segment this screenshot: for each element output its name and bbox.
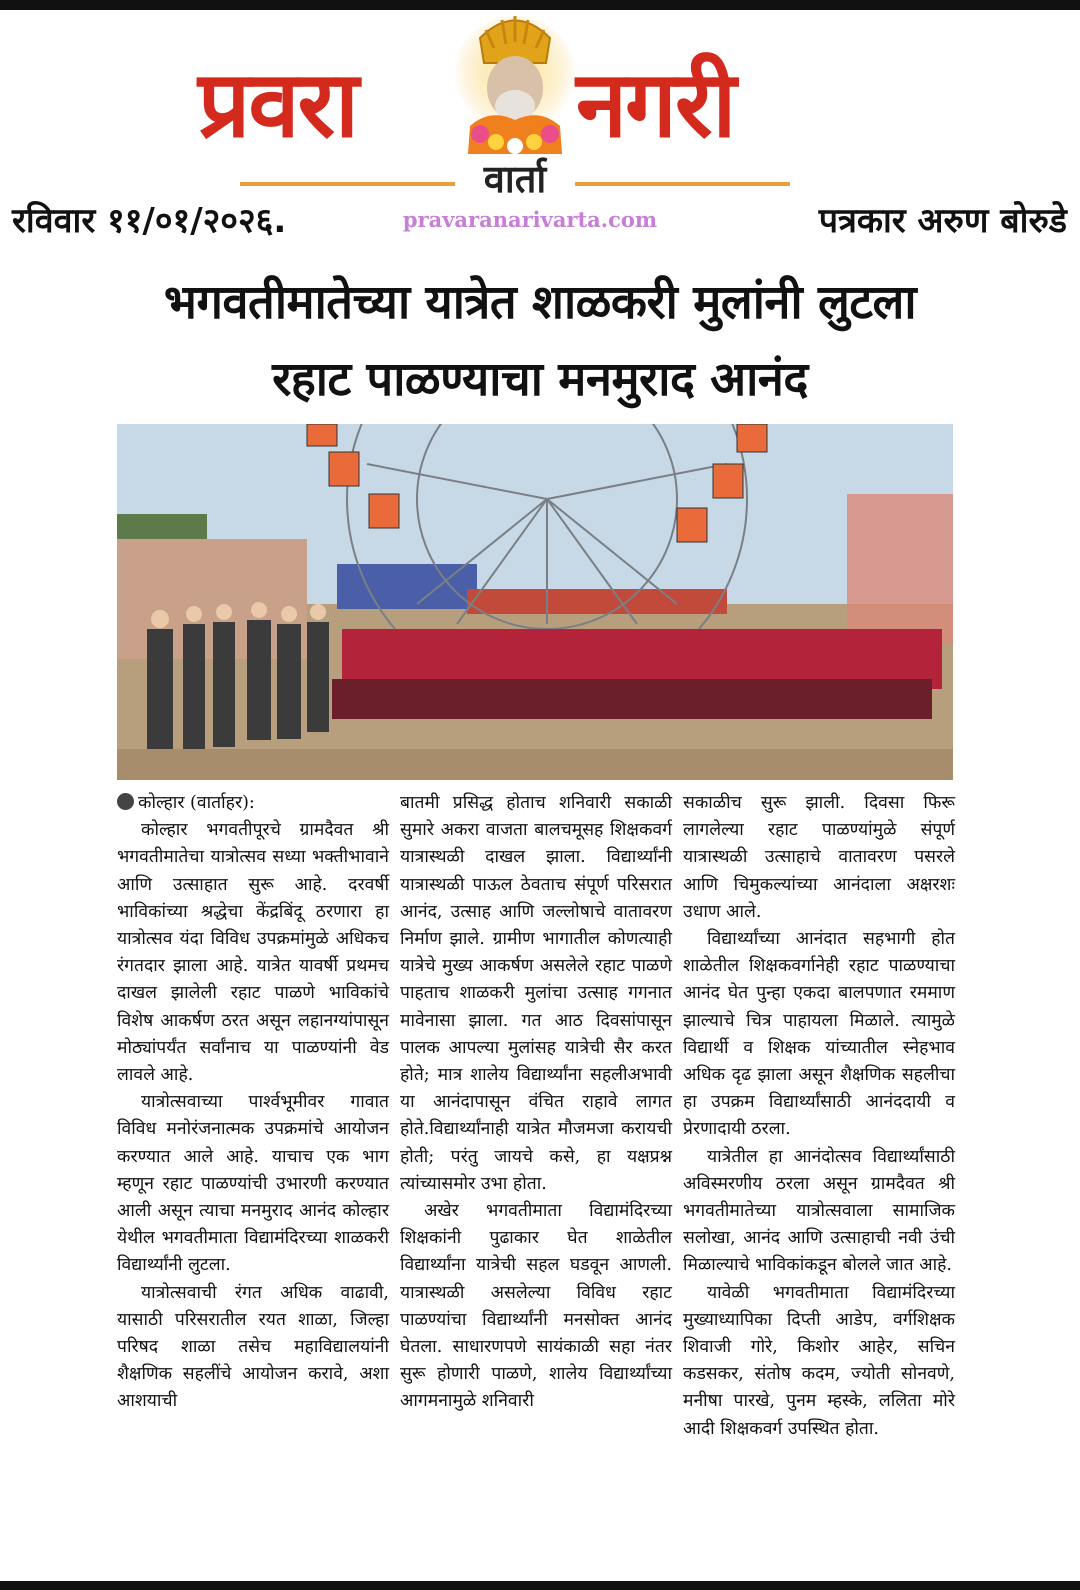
bullet-icon xyxy=(117,793,134,810)
masthead-title-right: नगरी xyxy=(576,51,735,158)
article-paragraph: सकाळीच सुरू झाली. दिवसा फिरू लागलेल्या रहाट पाळण्यांमुळे संपूर्ण यात्रास्थळी उत्साहाचे वातावरण पसरले आणि चिमुकल्यांच्या आनंदाला अक्षरशः उधाण आले. xyxy=(683,793,955,922)
website-link[interactable]: pravaranarivarta.com xyxy=(402,207,658,232)
fairground-group-photo xyxy=(117,424,953,780)
article-column-2 xyxy=(400,790,672,1580)
reporter-byline: पत्रकार अरुण बोरुडे xyxy=(818,201,1067,241)
masthead-title-left: प्रवरा xyxy=(198,51,357,158)
article-paragraph: यावेळी भगवतीमाता विद्यामंदिरच्या मुख्याध्यापिका दिप्ती आडेप, वर्गशिक्षक शिवाजी गोरे, किशोर आहेर, सचिन कडसकर, संतोष कदम, ज्योती सोनवणे, मनीषा पारखे, पुनम म्हस्के, ललिता मोरे आदी शिक्षकवर्ग उपस्थित होता. xyxy=(683,1282,955,1439)
issue-date: रविवार ११/०१/२०२६. xyxy=(12,201,287,241)
article-column-3 xyxy=(683,790,955,1580)
article-paragraph: यात्रोत्सवाच्या पार्श्वभूमीवर गावात विविध मनोरंजनात्मक उपक्रमांचे आयोजन करण्यात आले आहे. याचाच एक भाग म्हणून रहाट पाळण्यांची उभारणी करण्यात आली असून त्याचा मनमुराद आनंद कोल्हार येथील भगवतीमाता विद्यामंदिरच्या शाळकरी विद्यार्थ्यांनी लुटला. xyxy=(117,1092,389,1276)
divider-left xyxy=(240,182,455,186)
article-paragraph: बातमी प्रसिद्ध होताच शनिवारी सकाळी सुमारे अकरा वाजता बालचमूसह शिक्षकवर्ग यात्रास्थळी दाखल झाला. विद्यार्थ्यांनी यात्रास्थळी पाऊल ठेवताच संपूर्ण परिसरात आनंद, उत्साह आणि जल्लोषाचे वातावरण निर्माण झाले. ग्रामीण भागातील कोणत्याही यात्रेचे मुख्य आकर्षण असलेले रहाट पाळणे पाहताच शाळकरी मुलांचा उत्साह गगनात मावेनासा झाला. गत आठ दिवसांपासून पालक आपल्या मुलांसह यात्रेची सैर करत होते; मात्र शालेय विद्यार्थ्यांना सहलीअभावी या आनंदापासून वंचित राहावे लागत होते.विद्यार्थ्यांनाही यात्रेत मौजमजा करायची होती; परंतु जायचे कसे, हा यक्षप्रश्न त्यांच्यासमोर उभा होता. xyxy=(400,793,672,1194)
saint-emblem-icon xyxy=(450,8,580,158)
headline-line-2: रहाट पाळण्याचा मनमुराद आनंद xyxy=(272,352,808,407)
bottom-border xyxy=(0,1581,1080,1590)
headline-line-1: भगवतीमातेच्या यात्रेत शाळकरी मुलांनी लुटला xyxy=(163,275,917,330)
article-paragraph: कोल्हार भगवतीपूरचे ग्रामदैवत श्री भगवतीमातेचा यात्रोत्सव सध्या भक्तीभावाने आणि उत्साहात सुरू आहे. दरवर्षी भाविकांच्या श्रद्धेचा केंद्रबिंदू ठरणारा हा यात्रोत्सव यंदा विविध उपक्रमांमुळे अधिकच रंगतदार झाला आहे. यात्रेत यावर्षी प्रथमच दाखल झालेली रहाट पाळणे भाविकांचे विशेष आकर्षण ठरत असून लहानग्यांपासून मोठ्यांपर्यंत सर्वांनाच या पाळण्यांनी वेड लावले आहे. xyxy=(117,820,389,1086)
article-paragraph: यात्रेतील हा आनंदोत्सव विद्यार्थ्यांसाठी अविस्मरणीय ठरला असून ग्रामदैवत श्री भगवतीमातेच्या यात्रोत्सवाला सामाजिक सलोखा, आनंद आणि उत्साहाची नवी उंची मिळाल्याचे भाविकांकडून बोलले जात आहे. xyxy=(683,1146,955,1276)
masthead-subtitle: वार्ता xyxy=(483,157,547,201)
article-paragraph: यात्रोत्सवाची रंगत अधिक वाढावी, यासाठी परिसरातील रयत शाळा, जिल्हा परिषद शाळा तसेच महाविद्यालयांनी शैक्षणिक सहलींचे आयोजन करावे, अशा आशयाची xyxy=(117,1282,389,1412)
divider-right xyxy=(575,182,790,186)
article-column-1 xyxy=(117,790,389,1580)
article-paragraph: विद्यार्थ्यांच्या आनंदात सहभागी होत शाळेतील शिक्षकवर्गानेही रहाट पाळण्याचा आनंद घेत पुन्हा एकदा बालपणात रममाण झाल्याचे चित्र पाहायला मिळाले. त्यामुळे विद्यार्थी व शिक्षक यांच्यातील स्नेहभाव अधिक दृढ झाला असून शैक्षणिक सहलीचा हा उपक्रम विद्यार्थ्यांसाठी आनंददायी व प्रेरणादायी ठरला. xyxy=(683,929,955,1140)
article-dateline: कोल्हार (वार्ताहर): xyxy=(117,790,389,817)
article-paragraph: अखेर भगवतीमाता विद्यामंदिरच्या शिक्षकांनी पुढाकार घेत शाळेतील विद्यार्थ्यांना यात्रेची सहल घडवून आणली. यात्रास्थळी असलेल्या विविध रहाट पाळण्यांचा विद्यार्थ्यांनी मनसोक्त आनंद घेतला. साधारणपणे सायंकाळी सहा नंतर सुरू होणारी पाळणे, शालेय विद्यार्थ्यांच्या आगमनामुळे शनिवारी xyxy=(400,1201,672,1412)
